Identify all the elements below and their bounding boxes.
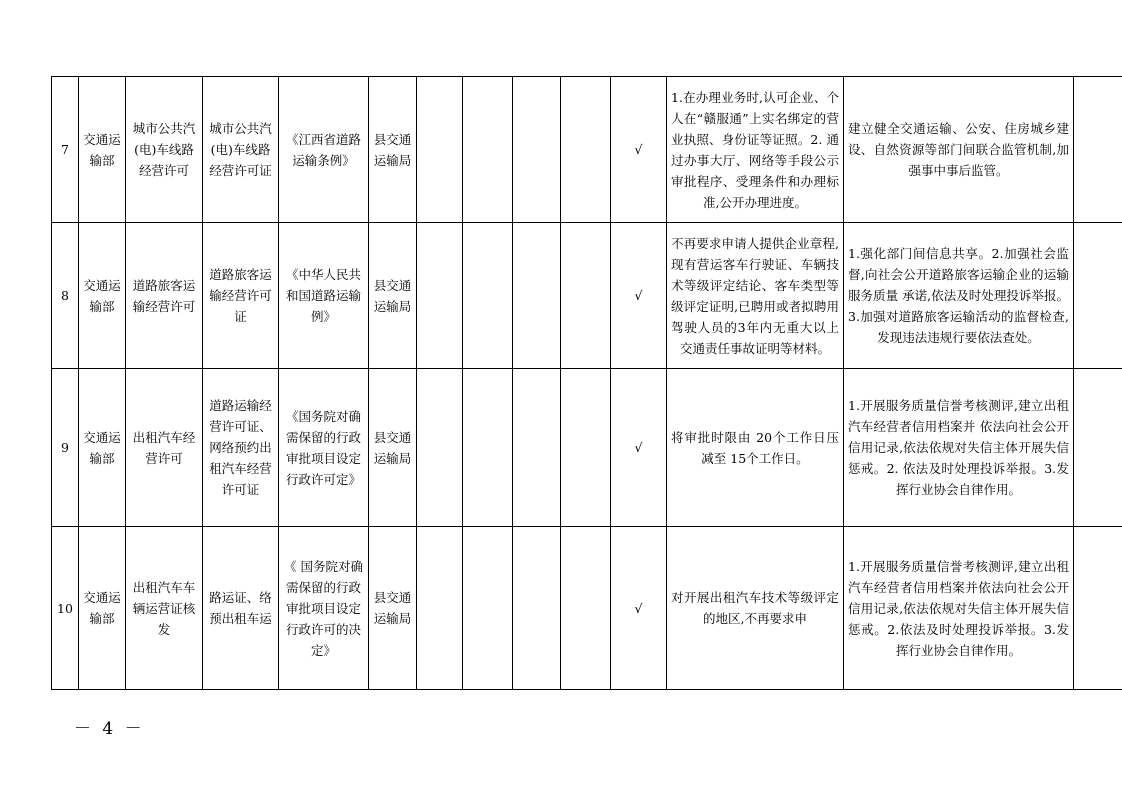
license-cell: 道路旅客运输经营许可证 xyxy=(203,223,279,369)
empty-cell xyxy=(417,527,463,690)
legal-basis-cell: 《国务院对确需保留的行政审批项目设定行政许可定》 xyxy=(279,369,369,527)
empty-cell xyxy=(463,527,513,690)
item-name-cell: 出租汽车车辆运营证核发 xyxy=(126,527,203,690)
authority-cell: 县交通运输局 xyxy=(369,527,417,690)
authority-cell: 县交通运输局 xyxy=(369,77,417,223)
empty-cell xyxy=(513,527,561,690)
empty-cell xyxy=(561,223,611,369)
department-cell: 交通运输部 xyxy=(79,369,126,527)
empty-cell xyxy=(561,369,611,527)
empty-cell xyxy=(417,369,463,527)
item-name-cell: 城市公共汽(电)车线路经营许可 xyxy=(126,77,203,223)
check-mark-cell: √ xyxy=(611,369,667,527)
reform-measure-cell: 不再要求申请人提供企业章程,现有营运客车行驶证、车辆技术等级评定结论、客车类型等级评定证明,已聘用或者拟聘用驾驶人员的3年内无重大以上交通责任事故证明等材料。 xyxy=(667,223,844,369)
authority-cell: 县交通运输局 xyxy=(369,223,417,369)
table-row xyxy=(52,369,1122,527)
item-name-cell: 道路旅客运输经营许可 xyxy=(126,223,203,369)
page-number: － 4 － xyxy=(74,719,145,739)
reform-measure-cell: 1.在办理业务时,认可企业、个人在“赣服通”上实名绑定的营业执照、身份证等证照。2. 通过办事大厅、网络等手段公示审批程序、受理条件和办理标准,公开办理进度。 xyxy=(667,77,844,223)
empty-cell xyxy=(561,527,611,690)
license-cell: 路运证、络预出租车运 xyxy=(203,527,279,690)
table-row xyxy=(52,223,1122,369)
reform-measure-cell: 将审批时限由 20个工作日压减至 15个工作日。 xyxy=(667,369,844,527)
legal-basis-cell: 《 国务院对确需保留的行政审批项目设定行政许可的决定》 xyxy=(279,527,369,690)
empty-cell xyxy=(561,77,611,223)
approval-items-table xyxy=(51,76,1122,690)
empty-cell xyxy=(513,223,561,369)
row-number: 10 xyxy=(52,527,79,690)
legal-basis-cell: 《中华人民共和国道路运输例》 xyxy=(279,223,369,369)
empty-cell xyxy=(417,77,463,223)
supervision-cell: 1.强化部门间信息共享。2.加强社会监督,向社会公开道路旅客运输企业的运输服务质量 承诺,依法及时处理投诉举报。3.加强对道路旅客运输活动的监督检查,发现违法违规行要依法查处。 xyxy=(844,223,1074,369)
empty-cell xyxy=(513,369,561,527)
legal-basis-cell: 《江西省道路运输条例》 xyxy=(279,77,369,223)
department-cell: 交通运输部 xyxy=(79,77,126,223)
supervision-cell: 1.开展服务质量信誉考核测评,建立出租汽车经营者信用档案并 依法向社会公开信用记录,依法依规对失信主体开展失信惩戒。2. 依法及时处理投诉举报。3.发挥行业协会自律作用。 xyxy=(844,369,1074,527)
empty-cell xyxy=(1074,527,1122,690)
check-mark-cell: √ xyxy=(611,77,667,223)
license-cell: 道路运输经营许可证、网络预约出租汽车经营许可证 xyxy=(203,369,279,527)
department-cell: 交通运输部 xyxy=(79,527,126,690)
reform-measure-cell: 对开展出租汽车技术等级评定的地区,不再要求申 xyxy=(667,527,844,690)
check-mark-cell: √ xyxy=(611,223,667,369)
item-name-cell: 出租汽车经营许可 xyxy=(126,369,203,527)
license-cell: 城市公共汽(电)车线路经营许可证 xyxy=(203,77,279,223)
supervision-cell: 建立健全交通运输、公安、住房城乡建设、自然资源等部门间联合监管机制,加强事中事后监管。 xyxy=(844,77,1074,223)
empty-cell xyxy=(417,223,463,369)
empty-cell xyxy=(463,369,513,527)
empty-cell xyxy=(1074,223,1122,369)
empty-cell xyxy=(463,223,513,369)
row-number: 7 xyxy=(52,77,79,223)
empty-cell xyxy=(513,77,561,223)
empty-cell xyxy=(463,77,513,223)
row-number: 9 xyxy=(52,369,79,527)
empty-cell xyxy=(1074,77,1122,223)
empty-cell xyxy=(1074,369,1122,527)
table-row xyxy=(52,77,1122,223)
check-mark-cell: √ xyxy=(611,527,667,690)
authority-cell: 县交通运输局 xyxy=(369,369,417,527)
department-cell: 交通运输部 xyxy=(79,223,126,369)
supervision-cell: 1.开展服务质量信誉考核测评,建立出租汽车经营者信用档案并依法向社会公开信用记录,依法依规对失信主体开展失信惩戒。2.依法及时处理投诉举报。3.发挥行业协会自律作用。 xyxy=(844,527,1074,690)
table-row xyxy=(52,527,1122,690)
row-number: 8 xyxy=(52,223,79,369)
